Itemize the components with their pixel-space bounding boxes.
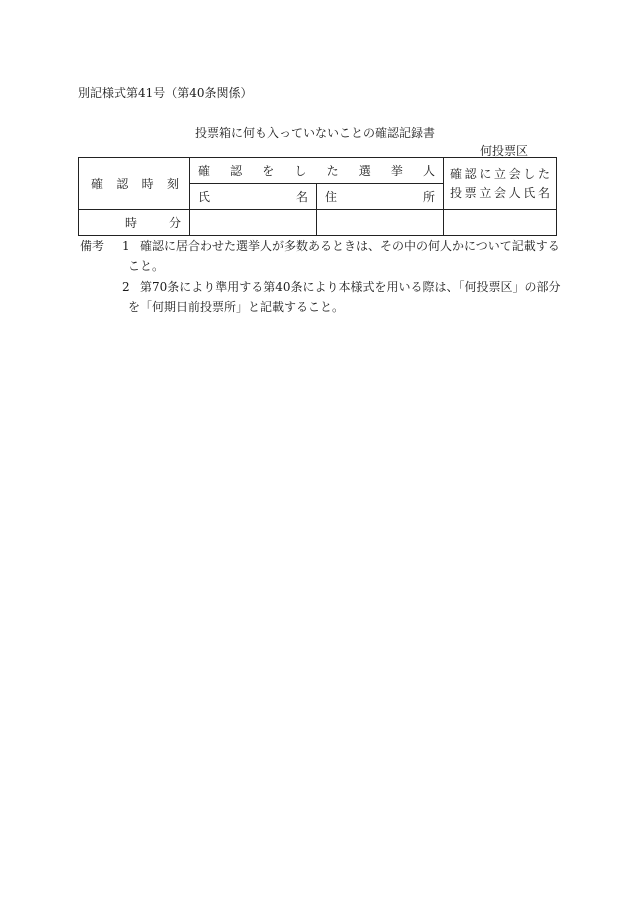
remark-item: 2 第70条により準用する第40条により本様式を用いる際は、「何投票区」の部分 を「何期日前投票所」と記載すること。 — [122, 280, 561, 314]
name-cell — [190, 210, 317, 236]
name-header: 氏 名 — [190, 184, 317, 210]
voter-header: 確 認 を し た 選 挙 人 — [190, 158, 444, 184]
witness-header: 確 認 に 立 会 し た 投 票 立 会 人 氏 名 — [444, 158, 557, 210]
document-title: 投票箱に何も入っていないことの確認記録書 — [194, 126, 435, 140]
address-header: 住 所 — [317, 184, 444, 210]
form-number-label: 別記様式第41号（第40条関係） — [78, 86, 253, 100]
remarks-heading: 備考 — [80, 239, 105, 253]
district-label: 何投票区 — [479, 144, 528, 158]
time-cell: 時 分 — [79, 210, 190, 236]
confirm-time-header: 確 認 時 刻 — [79, 158, 190, 210]
witness-cell — [444, 210, 557, 236]
address-cell — [317, 210, 444, 236]
confirmation-record-table — [78, 157, 557, 236]
remark-item: 1 確認に居合わせた選挙人が多数あるときは、その中の何人かについて記載する こと。 — [122, 239, 560, 273]
